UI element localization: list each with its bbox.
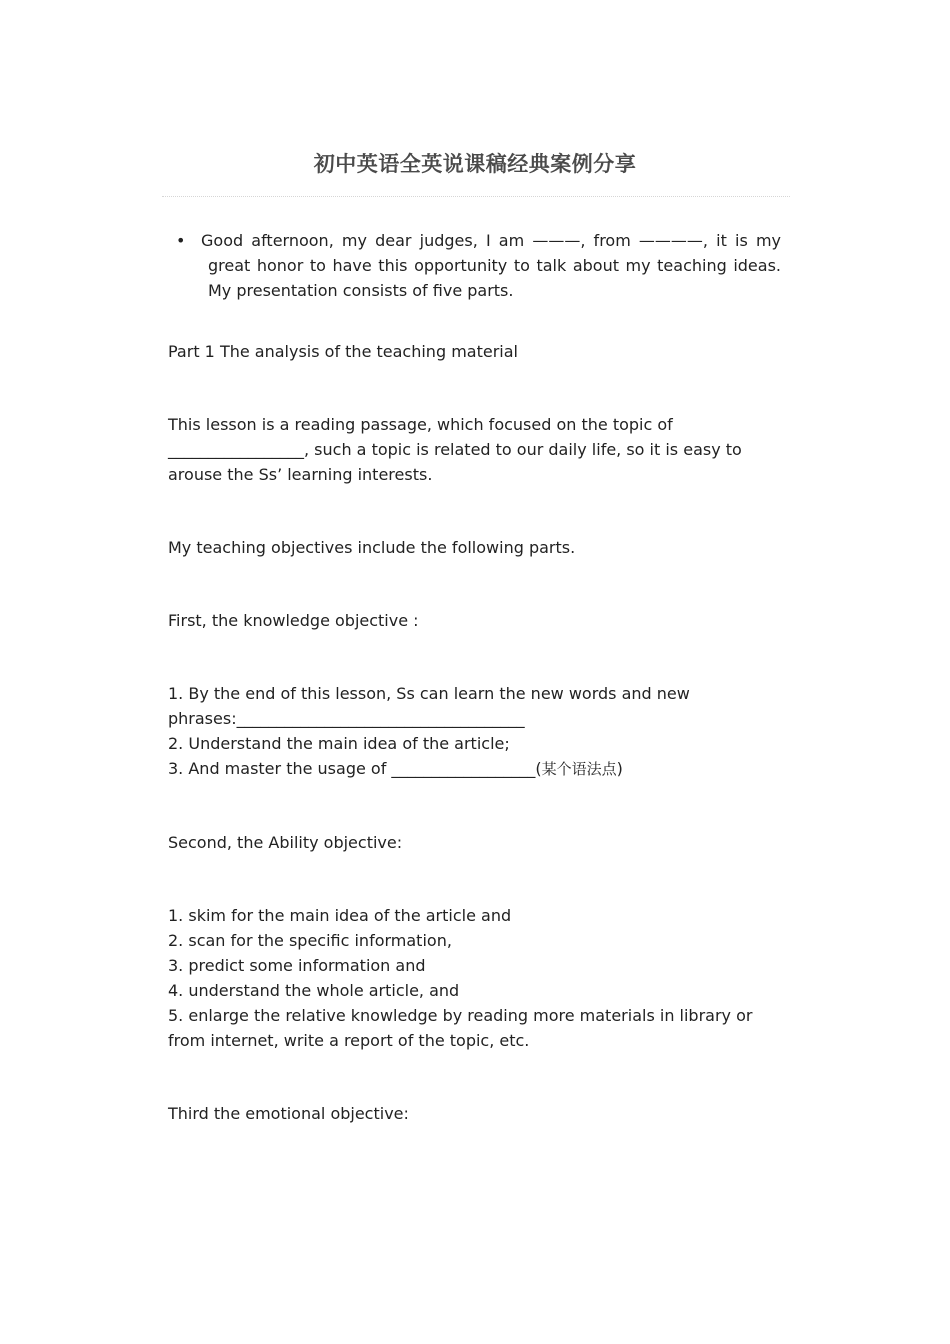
list-item	[168, 756, 781, 782]
part1-heading: Part 1 The analysis of the teaching material	[168, 342, 518, 361]
bullet-icon: •	[176, 231, 186, 250]
list-item: 4. understand the whole article, and	[168, 981, 460, 1000]
intro-bullet	[168, 228, 781, 303]
list-item-close: )	[616, 759, 623, 778]
list-item: 5. enlarge the relative knowledge by reading more materials in library or from internet, write a report of the topic, etc.	[168, 1006, 753, 1050]
intro-bullet-text: Good afternoon, my dear judges, I am ———, from ————, it is my great honor to have this opportunity to talk about my teaching ideas. My presentation consists of five parts.	[201, 231, 781, 300]
knowledge-list	[168, 681, 781, 782]
list-item: 1. By the end of this lesson, Ss can learn the new words and new phrases:____________________________________	[168, 684, 690, 728]
list-item: 2. Understand the main idea of the article;	[168, 734, 510, 753]
list-item-text: 3. And master the usage of __________________(	[168, 759, 542, 778]
emotional-heading: Third the emotional objective:	[168, 1104, 409, 1123]
ability-list	[168, 903, 781, 1053]
list-item: 2. scan for the specific information,	[168, 931, 452, 950]
list-item: 3. predict some information and	[168, 956, 426, 975]
document-body	[168, 228, 781, 1174]
title-divider	[162, 196, 790, 197]
grammar-point-note: 某个语法点	[541, 760, 617, 778]
list-item: 1. skim for the main idea of the article and	[168, 906, 512, 925]
ability-heading: Second, the Ability objective:	[168, 833, 403, 852]
lesson-paragraph: This lesson is a reading passage, which focused on the topic of _________________, such a topic is related to our daily life, so it is easy to arouse the Ss’ learning interests.	[168, 415, 742, 484]
objectives-intro: My teaching objectives include the following parts.	[168, 538, 576, 557]
document-title: 初中英语全英说课稿经典案例分享	[313, 152, 637, 176]
knowledge-heading: First, the knowledge objective :	[168, 611, 419, 630]
